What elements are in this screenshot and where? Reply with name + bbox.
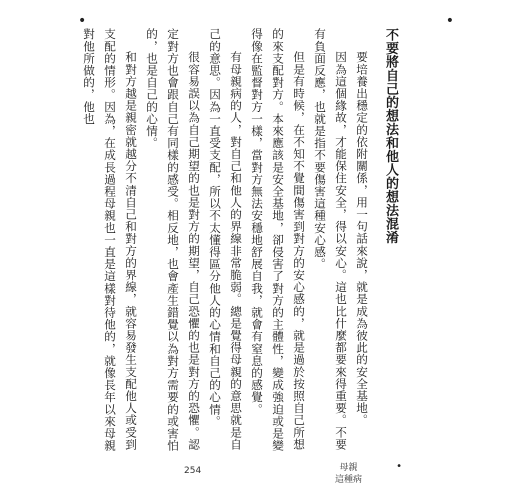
vertical-text-block: [78, 28, 402, 458]
paragraph-3: 但是有時候，在不知不覺間傷害到對方的安心感的，就是過於按照自己所想的來支配對方。本來應該是安全基地，卻侵害了對方的主體性，變成強迫或是變得像在監督對方一樣，當對方無法安穩地舒展自我，就會有窒息的感覺。: [250, 28, 306, 452]
running-header: [335, 462, 362, 486]
paragraph-1: 要培養出穩定的依附關係，用一句話來說，就是成為彼此的安全基地。: [355, 51, 369, 427]
running-header-line-1: 母親: [339, 463, 358, 473]
paragraph-4: 有母親病的人，對自己和他人的界線非常脆弱。總是覺得母親的意思就是自己的意思。因為一直受支配，所以不太懂得區分他人的心情和自己的心情。: [208, 28, 243, 451]
paragraph-2: 因為這個緣故，才能保住安全，得以安心。這也比什麼都要來得重要。不要有負面反應，也就是指不要傷害這種安心感。: [313, 28, 348, 451]
margin-dot-top-left: •: [78, 13, 87, 29]
paragraph-6: 和對方越是親密就越分不清自己和對方的界線，就容易發生支配他人或受到支配的情形。因為，在成長過程母親也一直是這樣對待他的，就像長年以來母親對他所做的，他也: [82, 28, 138, 452]
paragraph-5: 很容易誤以為自己期望的也是對方的期望，自己恐懼的也是對方的恐懼。認定對方也會跟自己有同樣的感受。相反地，也會產生錯覺以為對方需要的或害怕的，也是自己的心情。: [145, 28, 201, 452]
running-header-line-2: 這種病: [334, 475, 362, 485]
page-number: 254: [184, 466, 202, 476]
margin-dot-bottom-right: •: [396, 461, 402, 472]
margin-dot-top-right: •: [445, 13, 454, 29]
section-heading: 不要將自己的想法和他人的想法混淆: [383, 28, 398, 244]
